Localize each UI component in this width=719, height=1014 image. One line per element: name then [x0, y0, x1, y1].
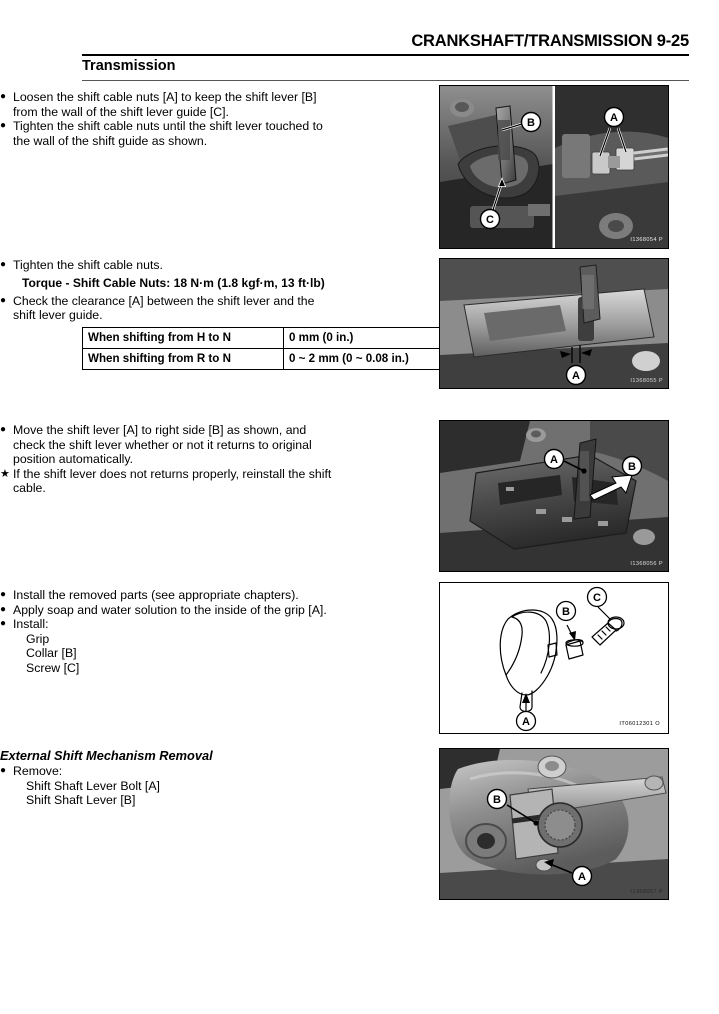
table-cell-value: 0 mm (0 in.): [284, 328, 451, 349]
table-cell-label: When shifting from R to N: [83, 349, 284, 370]
note-text: cable.: [13, 481, 46, 496]
figure-4-graphic: [440, 583, 668, 733]
bullet-dot-icon: ●: [0, 120, 7, 132]
bullet-text: Loosen the shift cable nuts [A] to keep the shift lever [B]: [13, 90, 317, 104]
callout-label-a: A: [522, 716, 530, 728]
callout-label-a: A: [610, 112, 618, 124]
figure-code: I1368056 P: [630, 561, 663, 567]
figure-code: I1368055 P: [630, 378, 663, 384]
bullet-item: [0, 119, 348, 134]
bullet-text: from the wall of the shift lever guide [C].: [13, 104, 229, 119]
star-bullet-icon: ★: [0, 467, 10, 480]
install-part-item: Screw [C]: [26, 660, 80, 675]
page-header: [82, 32, 689, 51]
bullet-dot-icon: ●: [0, 424, 7, 435]
table-row: [83, 328, 451, 349]
install-part-item: Grip: [26, 631, 50, 646]
section-rule: [82, 80, 689, 81]
text-block-loosen-tighten: [0, 90, 348, 148]
figure-2-graphic: [440, 259, 668, 388]
bullet-text: position automatically.: [13, 452, 134, 467]
subsection-title: External Shift Mechanism Removal: [0, 748, 213, 763]
bullet-item: [0, 90, 348, 105]
figure-code: IT06012301 O: [619, 721, 660, 727]
table-cell-label: When shifting from H to N: [83, 328, 284, 349]
figure-shift-cable-nuts: [439, 85, 669, 249]
callout-b: [623, 457, 642, 476]
bullet-text: Install:: [13, 617, 49, 632]
bullet-text: Install the removed parts (see appropriate chapters).: [13, 588, 299, 602]
text-block-install: [0, 588, 348, 676]
note-text: If the shift lever does not returns properly, reinstall the shift: [13, 466, 332, 481]
figure-shift-knob-assembly: [439, 582, 669, 734]
bullet-item: [0, 423, 348, 438]
clearance-spec-table: [82, 327, 451, 370]
bullet-text: Apply soap and water solution to the inside of the grip [A].: [13, 602, 327, 617]
bullet-dot-icon: ●: [0, 91, 7, 102]
bullet-text: Tighten the shift cable nuts until the shift lever touched to: [13, 119, 323, 134]
bullet-text: Tighten the shift cable nuts.: [13, 258, 163, 272]
bullet-continuation: [0, 105, 348, 120]
callout-label-a: A: [578, 871, 586, 883]
figure-code: I1368057 P: [630, 889, 663, 895]
callout-label-c: C: [593, 592, 601, 604]
bullet-dot-icon: ●: [0, 765, 7, 776]
bullet-dot-icon: ●: [0, 618, 7, 630]
section-title: Transmission: [82, 58, 176, 74]
bullet-continuation: [0, 452, 348, 467]
text-block-torque-clearance: [0, 258, 348, 323]
callout-label-b: B: [628, 461, 636, 473]
callout-label-b: B: [493, 794, 501, 806]
bullet-item: [0, 603, 348, 618]
bullet-text: shift lever guide.: [13, 308, 103, 323]
bullet-continuation: [0, 438, 348, 453]
bullet-dot-icon: ●: [0, 603, 7, 615]
callout-label-a: A: [572, 370, 580, 382]
callout-label-b: B: [562, 606, 570, 618]
bullet-continuation: [0, 134, 348, 149]
figure-code: I1368054 P: [630, 237, 663, 243]
figure-shift-shaft-lever: [439, 748, 669, 900]
figure-3-graphic: [440, 421, 668, 571]
bullet-item: [0, 588, 348, 603]
text-block-external-shift-removal: [0, 748, 348, 808]
remove-part-item: Shift Shaft Lever [B]: [26, 793, 136, 808]
figure-1-graphic: [440, 86, 668, 248]
bullet-dot-icon: ●: [0, 294, 7, 306]
figure-5-graphic: [440, 749, 668, 899]
bullet-item: [0, 294, 348, 309]
callout-label-b: B: [527, 117, 535, 129]
page-title: CRANKSHAFT/TRANSMISSION 9-25: [411, 32, 689, 50]
header-rule: [82, 54, 689, 56]
bullet-item: [0, 258, 348, 273]
callout-label-a: A: [550, 454, 558, 466]
bullet-text: Move the shift lever [A] to right side [B] as shown, and: [13, 423, 307, 437]
bullet-item: [0, 617, 348, 632]
figure-shift-lever-return: [439, 420, 669, 572]
callout-label-c: C: [486, 214, 494, 226]
bullet-dot-icon: ●: [0, 259, 7, 270]
figure-shift-lever-clearance: [439, 258, 669, 389]
bullet-dot-icon: ●: [0, 589, 7, 600]
install-part-item: Collar [B]: [26, 646, 77, 661]
torque-spec: Torque - Shift Cable Nuts: 18 N·m (1.8 kgf·m, 13 ft·lb): [22, 275, 325, 290]
bullet-text: the wall of the shift guide as shown.: [13, 133, 208, 148]
bullet-text: Check the clearance [A] between the shift lever and the: [13, 293, 315, 308]
bullet-text: check the shift lever whether or not it returns to original: [13, 437, 312, 452]
remove-part-item: Shift Shaft Lever Bolt [A]: [26, 778, 160, 793]
text-block-move-lever: [0, 423, 348, 496]
table-cell-value: 0 ~ 2 mm (0 ~ 0.08 in.): [284, 349, 451, 370]
note-continuation: [0, 481, 348, 496]
note-item: [0, 467, 348, 482]
bullet-text: Remove:: [13, 764, 63, 778]
bullet-item: [0, 764, 348, 779]
bullet-continuation: [0, 308, 348, 323]
table-row: [83, 349, 451, 370]
